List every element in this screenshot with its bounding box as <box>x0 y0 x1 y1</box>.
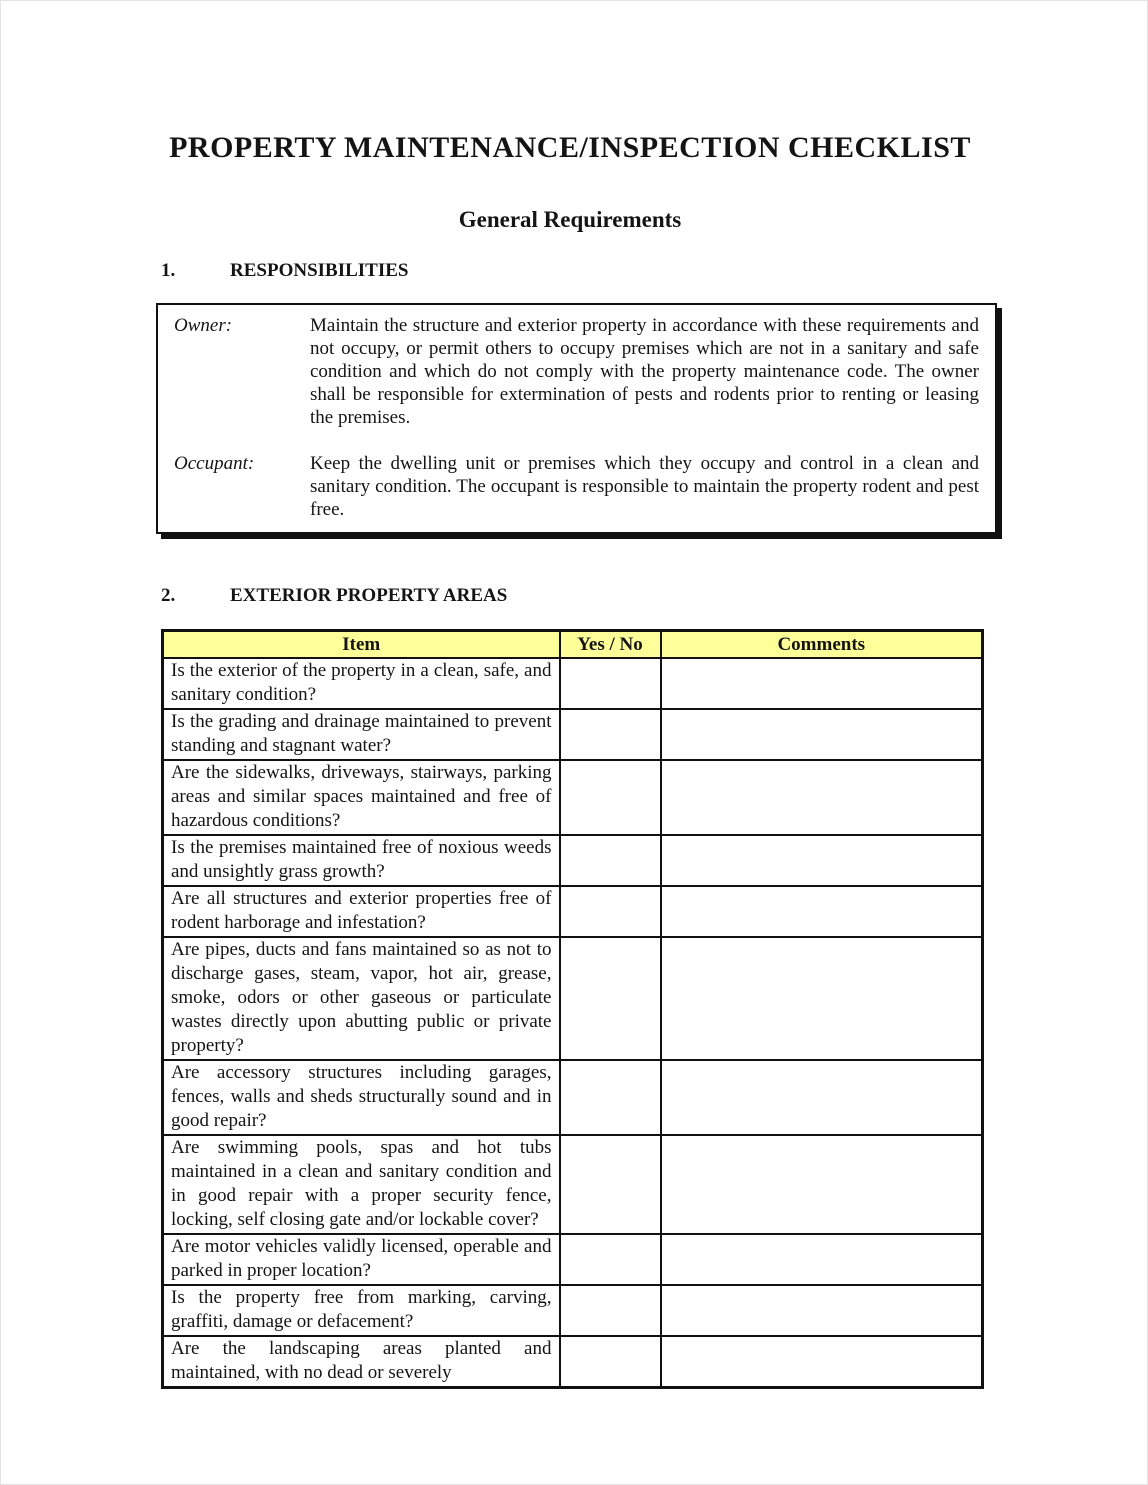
section-heading-exterior-property-areas <box>161 585 979 607</box>
item-cell: Are the sidewalks, driveways, stairways, parking areas and similar spaces maintained and free of hazardous conditions? <box>163 760 560 835</box>
yesno-cell <box>560 658 661 709</box>
column-header-comments: Comments <box>661 631 983 659</box>
responsibilities-box <box>156 303 997 534</box>
item-cell: Is the premises maintained free of noxious weeds and unsightly grass growth? <box>163 835 560 886</box>
comments-cell <box>661 1234 983 1285</box>
role-description: Maintain the structure and exterior property in accordance with these requirements and not occupy, or permit others to occupy premises which are not in a sanitary and safe condition and which do not comply with the property maintenance code. The owner shall be responsible for extermination of pests and rodents prior to renting or leasing the premises. <box>310 315 979 428</box>
comments-cell <box>661 1336 983 1388</box>
comments-cell <box>661 709 983 760</box>
item-cell: Is the grading and drainage maintained to prevent standing and stagnant water? <box>163 709 560 760</box>
yesno-cell <box>560 1285 661 1336</box>
section-heading-responsibilities <box>161 260 979 282</box>
section-number: 1. <box>161 260 176 281</box>
yesno-cell <box>560 1060 661 1135</box>
table-row <box>163 760 983 835</box>
role-label: Owner: <box>174 315 233 336</box>
comments-cell <box>661 1285 983 1336</box>
yesno-cell <box>560 835 661 886</box>
item-cell: Are swimming pools, spas and hot tubs maintained in a clean and sanitary condition and in good repair with a proper security fence, locking, self closing gate and/or lockable cover? <box>163 1135 560 1234</box>
comments-cell <box>661 658 983 709</box>
column-header-item: Item <box>163 631 560 659</box>
section-title: EXTERIOR PROPERTY AREAS <box>230 585 508 606</box>
table-row <box>163 658 983 709</box>
role-description: Keep the dwelling unit or premises which they occupy and control in a clean and sanitary condition. The occupant is responsible to maintain the property rodent and pest free. <box>310 453 979 520</box>
table-row <box>163 1234 983 1285</box>
table-row <box>163 1285 983 1336</box>
item-cell: Are motor vehicles validly licensed, operable and parked in proper location? <box>163 1234 560 1285</box>
yesno-cell <box>560 760 661 835</box>
yesno-cell <box>560 1336 661 1388</box>
yesno-cell <box>560 1234 661 1285</box>
comments-cell <box>661 1060 983 1135</box>
table-row <box>163 835 983 886</box>
item-cell: Is the exterior of the property in a clean, safe, and sanitary condition? <box>163 658 560 709</box>
checklist-table <box>161 629 984 1389</box>
yesno-cell <box>560 937 661 1060</box>
page-subtitle: General Requirements <box>458 207 682 232</box>
section-title: RESPONSIBILITIES <box>230 260 409 281</box>
table-row <box>163 709 983 760</box>
yesno-cell <box>560 709 661 760</box>
table-row <box>163 886 983 937</box>
responsibility-entry-owner <box>174 314 979 429</box>
yesno-cell <box>560 1135 661 1234</box>
comments-cell <box>661 937 983 1060</box>
table-header-row <box>163 631 983 659</box>
item-cell: Are all structures and exterior properties free of rodent harborage and infestation? <box>163 886 560 937</box>
page-title: PROPERTY MAINTENANCE/INSPECTION CHECKLIST <box>169 131 971 164</box>
responsibility-entry-occupant <box>174 452 979 521</box>
role-label: Occupant: <box>174 453 255 474</box>
yesno-cell <box>560 886 661 937</box>
comments-cell <box>661 835 983 886</box>
item-cell: Are pipes, ducts and fans maintained so as not to discharge gases, steam, vapor, hot air, grease, smoke, odors or other gaseous or particulate wastes directly upon abutting public or private property? <box>163 937 560 1060</box>
item-cell: Is the property free from marking, carving, graffiti, damage or defacement? <box>163 1285 560 1336</box>
comments-cell <box>661 1135 983 1234</box>
item-cell: Are the landscaping areas planted and maintained, with no dead or severely <box>163 1336 560 1388</box>
comments-cell <box>661 760 983 835</box>
table-row <box>163 1060 983 1135</box>
column-header-yes-no: Yes / No <box>560 631 661 659</box>
comments-cell <box>661 886 983 937</box>
table-row <box>163 1135 983 1234</box>
checklist-body <box>163 658 983 1388</box>
page-content <box>1 1 1147 1389</box>
table-row <box>163 937 983 1060</box>
table-row <box>163 1336 983 1388</box>
section-number: 2. <box>161 585 176 606</box>
item-cell: Are accessory structures including garages, fences, walls and sheds structurally sound and in good repair? <box>163 1060 560 1135</box>
